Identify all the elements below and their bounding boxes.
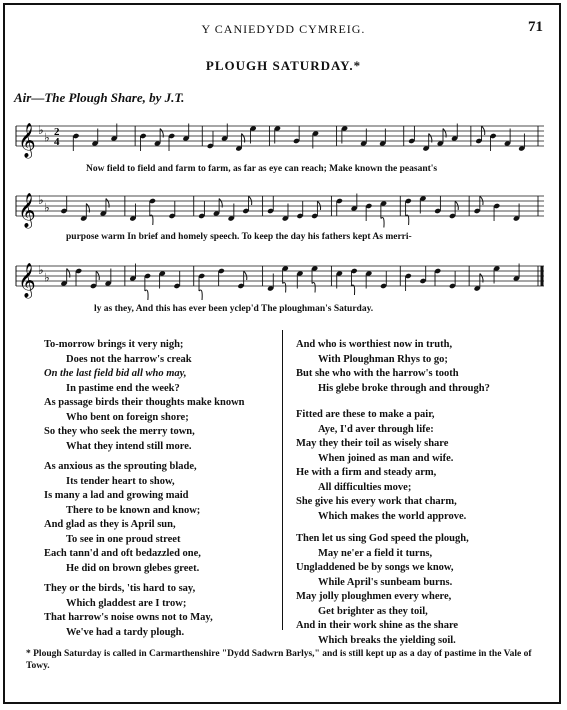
key-flat: ♭	[44, 130, 50, 145]
music-staff-1	[14, 112, 546, 167]
verse-line: We've had a tardy plough.	[66, 626, 185, 638]
note-flag	[150, 215, 153, 225]
verse-line: Ungladdened be by songs we know,	[296, 562, 454, 573]
page-number: 71	[528, 19, 543, 35]
staff-1-notation	[14, 112, 546, 167]
verse-line: That harrow's noise owns not to May,	[44, 612, 213, 623]
verse-line: They or the birds, 'tis hard to say,	[44, 583, 196, 594]
note-flag	[312, 283, 315, 293]
staff-2-notation	[14, 182, 546, 237]
verse-line: May they their toil as wisely share	[296, 438, 449, 449]
treble-clef: 𝄞	[18, 123, 36, 158]
lyric-line-3: ly as they, And this has ever been yclep'd The ploughman's Saturday.	[94, 304, 374, 314]
staff-3-notation	[14, 252, 546, 307]
note-flag	[244, 271, 247, 280]
verse-line: While April's sunbeam burns.	[318, 576, 453, 588]
left-stanza-3	[44, 582, 213, 640]
verse-line: Fitted are these to make a pair,	[296, 409, 435, 420]
verse-line: To see in one proud street	[66, 533, 181, 545]
verse-line: Get brighter as they toil,	[318, 605, 428, 617]
verse-line: He with a firm and steady arm,	[296, 467, 437, 478]
verse-line: Then let us sing God speed the plough,	[296, 533, 469, 544]
verse-line: May ne'er a field it turns,	[318, 547, 433, 559]
verse-line: In pastime end the week?	[66, 382, 180, 394]
verse-line: And glad as they is April sun,	[44, 519, 176, 530]
verse-line: Who bent on foreign shore;	[66, 411, 189, 423]
music-staff-3	[14, 252, 546, 307]
footnote: * Plough Saturday is called in Carmarthenshire "Dydd Sadwrn Barlys," and is still kept up as a day of pastime in the Vale of Towy.	[26, 649, 532, 671]
note-flag	[480, 196, 483, 205]
song-title: PLOUGH SATURDAY.*	[205, 58, 362, 73]
verse-line: And who is worthiest now in truth,	[296, 339, 453, 350]
verse-line: She give his every work that charm,	[296, 496, 457, 507]
verse-line: May jolly ploughmen every where,	[296, 591, 452, 602]
note-flag	[351, 285, 354, 295]
verse-line: And in their work shine as the share	[296, 620, 459, 631]
right-stanza-2	[296, 408, 466, 524]
verse-line: Which makes the world approve.	[318, 510, 467, 522]
verse-line: As passage birds their thoughts make known	[44, 397, 245, 408]
verse-line: When joined as man and wife.	[318, 452, 454, 464]
time-signature: 2	[54, 126, 60, 138]
verse-line: What they intend still more.	[66, 440, 192, 452]
key-flat: ♭	[44, 270, 50, 285]
note-flag	[455, 201, 458, 210]
note-flag	[482, 126, 485, 135]
verse-line: Which gladdest are I trow;	[66, 597, 187, 609]
verse-line: Each tann'd and oft bedazzled one,	[44, 548, 201, 559]
verse-line: To-morrow brings it very nigh;	[44, 339, 184, 350]
note-flag	[406, 215, 409, 225]
key-flat: ♭	[44, 200, 50, 215]
verse-line: His glebe broke through and through?	[318, 382, 490, 394]
verse-line: Its tender heart to show,	[66, 475, 175, 487]
verse-line: There to be known and know;	[66, 504, 201, 516]
running-head: Y CANIEDYDD CYMREIG.	[201, 22, 366, 36]
verse-line: All difficulties move;	[318, 481, 412, 493]
treble-clef: 𝄞	[18, 263, 36, 298]
note-flag	[283, 283, 286, 293]
right-stanza-1	[296, 338, 490, 396]
verse-line: Is many a lad and growing maid	[44, 490, 189, 501]
treble-clef: 𝄞	[18, 193, 36, 228]
note-flag	[249, 196, 252, 205]
lyric-line-2: purpose warm In brief and homely speech. To keep the day his fathers kept As merri-	[66, 232, 412, 242]
verse-line: He did on brown glebes greet.	[66, 562, 200, 574]
note-flag	[199, 290, 202, 300]
time-signature: 4	[54, 136, 60, 148]
music-staff-2	[14, 182, 546, 237]
note-flag	[381, 218, 384, 228]
note-flag	[317, 201, 320, 210]
key-flat: ♭	[38, 123, 44, 137]
verse-line: As anxious as the sprouting blade,	[44, 461, 197, 472]
left-stanza-1	[44, 338, 245, 454]
key-flat: ♭	[38, 263, 44, 277]
note-flag	[96, 271, 99, 280]
right-stanza-3	[296, 532, 469, 648]
verse-line: On the last field bid all who may,	[44, 368, 187, 379]
verse-line: Does not the harrow's creak	[66, 353, 192, 365]
verse-line: With Ploughman Rhys to go;	[318, 353, 448, 365]
column-divider	[282, 330, 283, 630]
key-flat: ♭	[38, 193, 44, 207]
verse-line: Aye, I'd aver through life:	[318, 423, 434, 435]
verse-line: So they who seek the merry town,	[44, 426, 195, 437]
verse-line: Which breaks the yielding soil.	[318, 634, 456, 646]
air-attribution: Air—The Plough Share, by J.T.	[14, 90, 185, 105]
verse-line: But she who with the harrow's tooth	[296, 368, 459, 379]
left-stanza-2	[44, 460, 201, 576]
note-flag	[145, 290, 148, 300]
lyric-line-1: Now field to field and farm to farm, as far as eye can reach; Make known the peasant's	[86, 164, 438, 174]
